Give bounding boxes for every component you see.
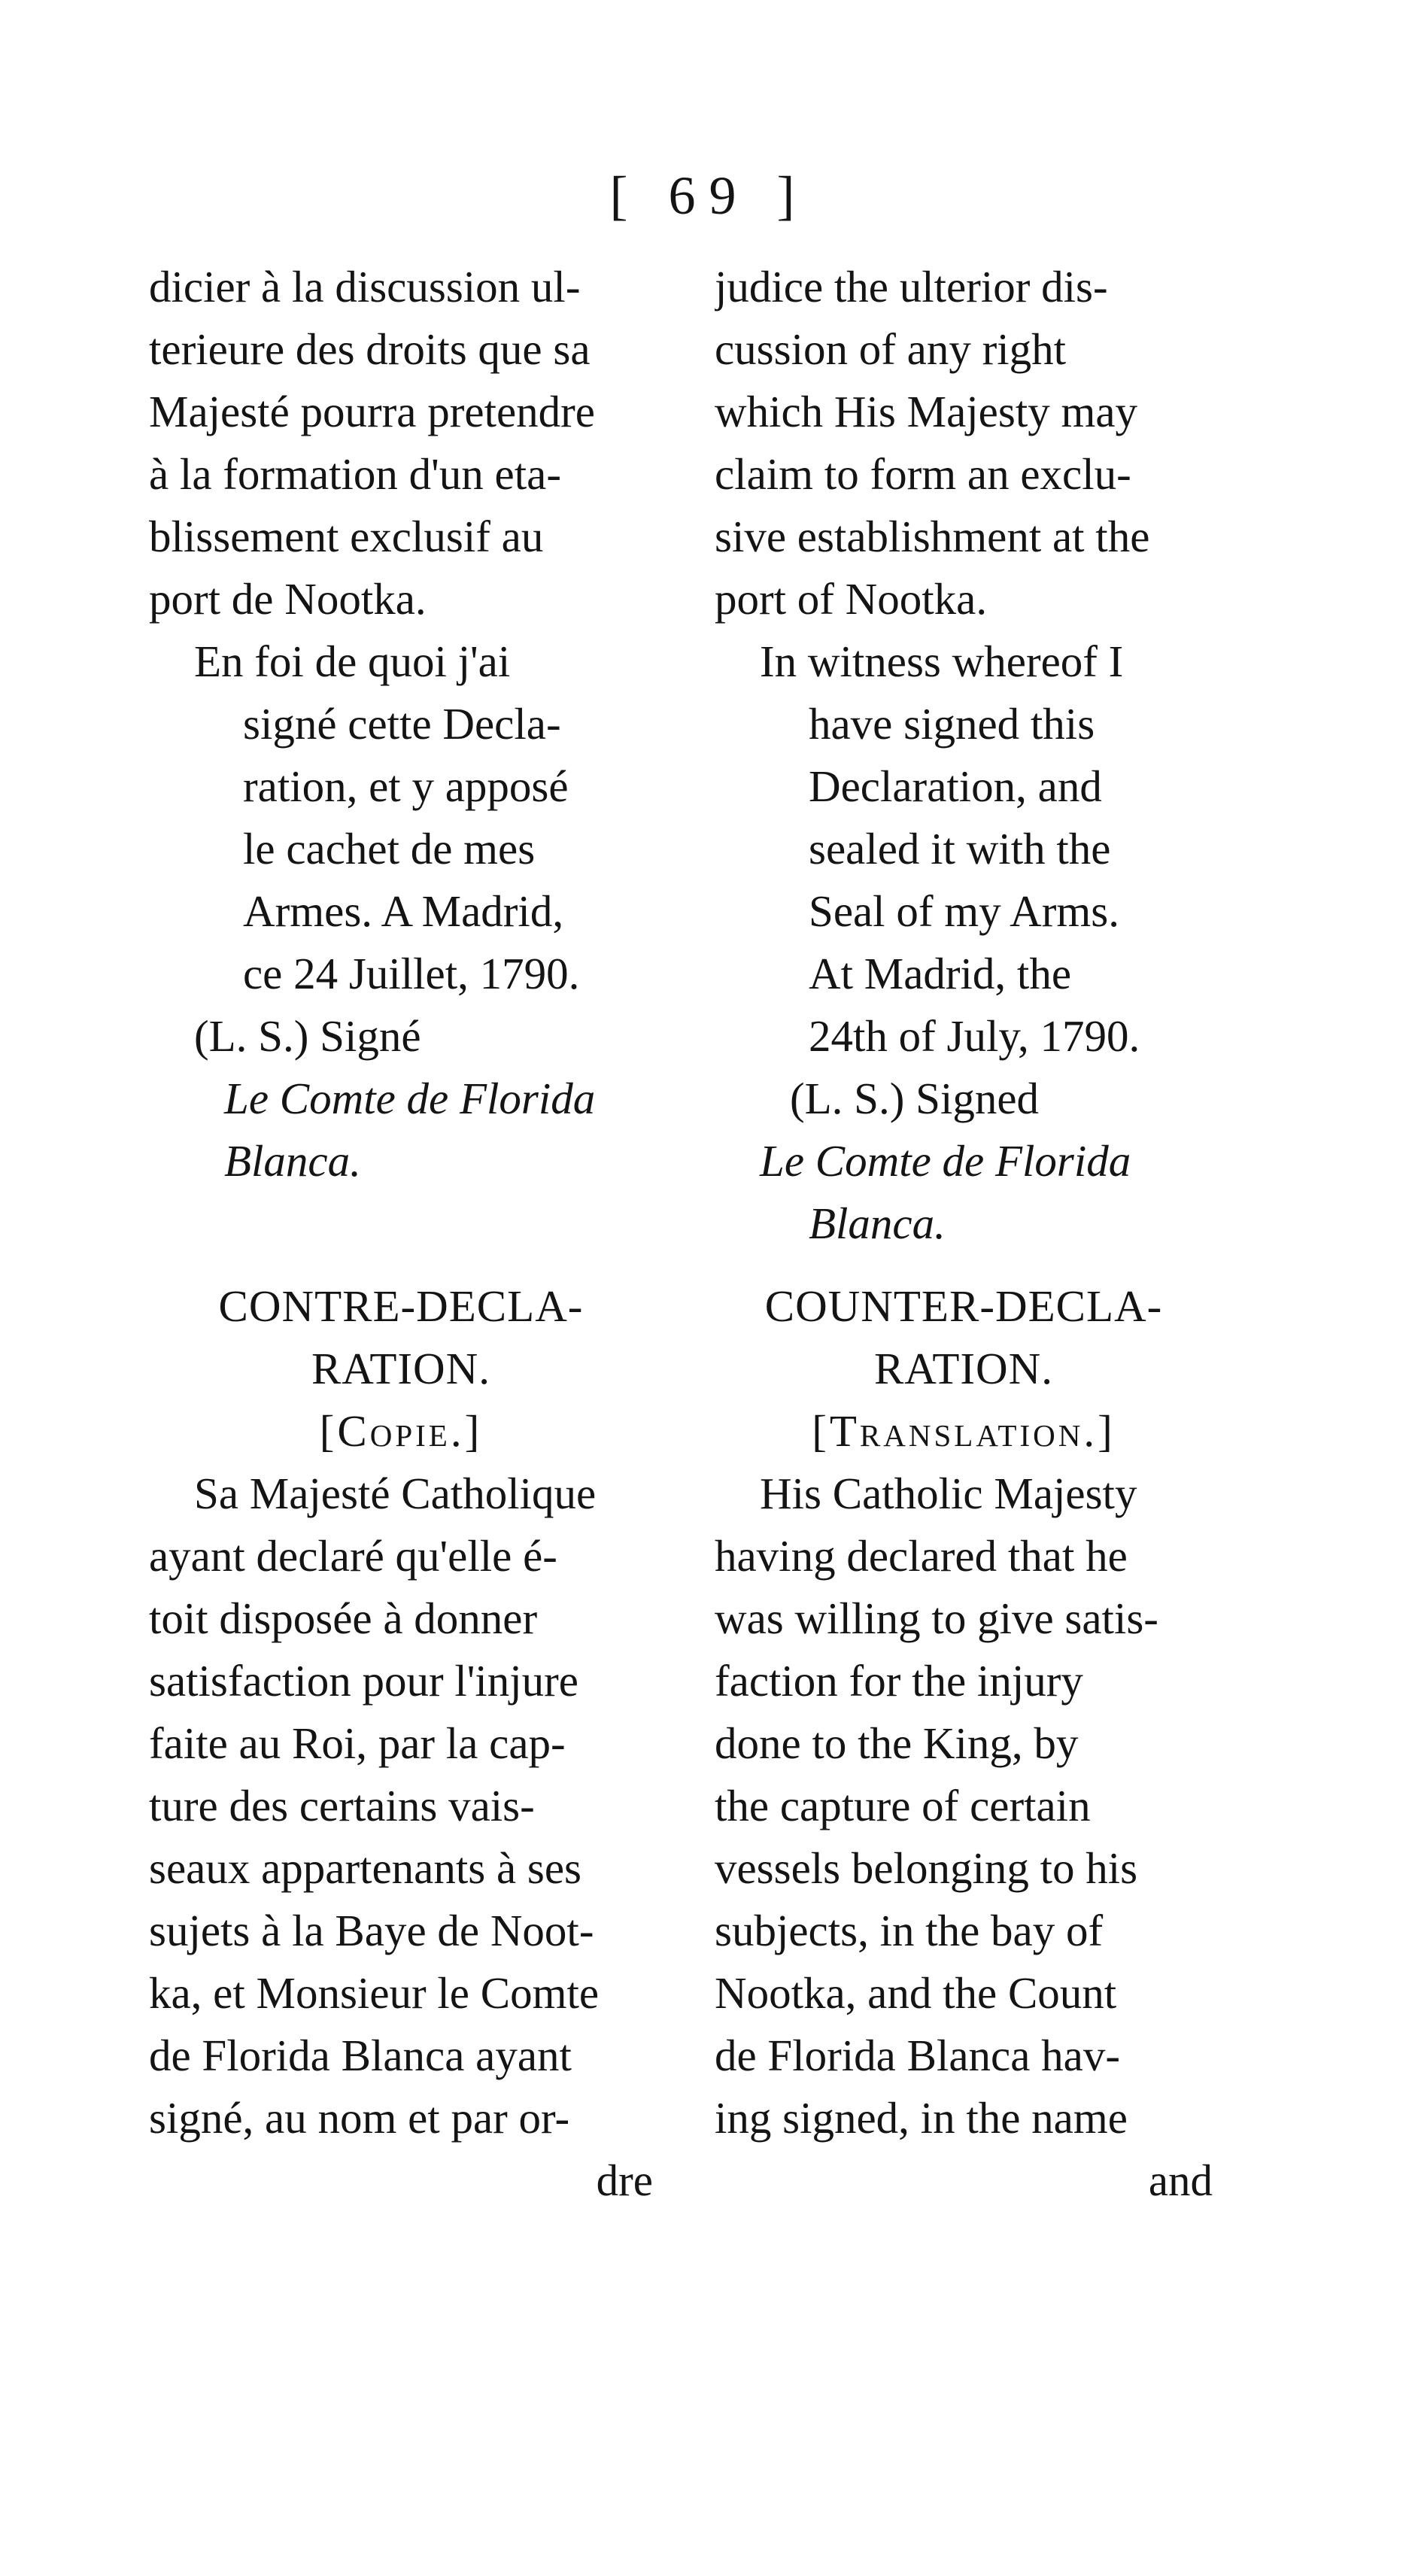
text-line: signé cette Decla- (243, 699, 561, 749)
text-line: 24th of July, 1790. (809, 1011, 1140, 1061)
signatory-name: Le Comte de Florida (760, 1136, 1131, 1186)
witness-paragraph-en (715, 630, 1213, 1068)
text-line: sujets à la Baye de Noot- (149, 1906, 594, 1955)
section-heading: RATION. (311, 1344, 491, 1393)
text-line: At Madrid, the (809, 949, 1072, 998)
text-line: blissement exclusif au (149, 512, 544, 561)
text-line: done to the King, by (715, 1718, 1079, 1768)
text-line: ration, et y apposé (243, 761, 569, 811)
text-line: seaux appartenants à ses (149, 1843, 582, 1893)
text-line: ka, et Monsieur le Comte (149, 1968, 600, 2018)
text-line: the capture of certain (715, 1781, 1091, 1830)
text-line: His Catholic Majesty (760, 1469, 1137, 1518)
text-line: Sa Majesté Catholique (194, 1469, 597, 1518)
section-subheading: [Translation.] (812, 1406, 1116, 1456)
text-line: à la formation d'un eta- (149, 449, 561, 499)
signature-label: (L. S.) Signé (194, 1011, 421, 1061)
text-line: signé, au nom et par or- (149, 2093, 570, 2143)
text-line: vessels belonging to his (715, 1843, 1138, 1893)
signature-label: (L. S.) Signed (790, 1074, 1040, 1123)
text-line: sealed it with the (809, 824, 1111, 873)
text-line: having declared that he (715, 1531, 1128, 1581)
witness-paragraph-fr (149, 630, 653, 1005)
text-line: which His Majesty may (715, 387, 1138, 436)
text-line: Declaration, and (809, 761, 1102, 811)
signatory-name: Blanca. (224, 1136, 361, 1186)
catchword: and (1148, 2155, 1213, 2205)
text-line: claim to form an exclu- (715, 449, 1131, 499)
text-line: Nootka, and the Count (715, 1968, 1117, 2018)
counter-declaration-paragraph-en (715, 1463, 1213, 2212)
counter-declaration-paragraph-fr (149, 1463, 653, 2212)
counter-declaration-heading-fr (149, 1275, 653, 1463)
text-line: de Florida Blanca hav- (715, 2031, 1121, 2080)
signature-block-en (715, 1068, 1213, 1255)
text-line: faite au Roi, par la cap- (149, 1718, 566, 1768)
text-line: satisfaction pour l'injure (149, 1656, 578, 1706)
text-line: ayant declaré qu'elle é- (149, 1531, 557, 1581)
text-line: have signed this (809, 699, 1095, 749)
section-heading: RATION. (873, 1344, 1054, 1393)
text-line: ture des certains vais- (149, 1781, 535, 1830)
text-line: In witness whereof I (760, 636, 1124, 686)
text-line: cussion of any right (715, 324, 1067, 374)
declaration-closing-paragraph-en (715, 256, 1213, 630)
text-line: sive establishment at the (715, 512, 1150, 561)
text-line: toit disposée à donner (149, 1593, 538, 1643)
text-line: subjects, in the bay of (715, 1906, 1104, 1955)
text-line: ing signed, in the name (715, 2093, 1128, 2143)
section-heading: CONTRE-DECLA- (218, 1281, 584, 1331)
signatory-name: Le Comte de Florida (224, 1074, 596, 1123)
declaration-closing-paragraph-fr (149, 256, 653, 630)
text-line: judice the ulterior dis- (715, 262, 1108, 311)
text-line: Majesté pourra pretendre (149, 387, 595, 436)
text-line: Seal of my Arms. (809, 886, 1119, 936)
signatory-name: Blanca. (809, 1198, 946, 1248)
text-line: port de Nootka. (149, 574, 427, 624)
counter-declaration-heading-en (715, 1275, 1213, 1463)
english-column (715, 256, 1213, 2212)
section-heading: COUNTER-DECLA- (764, 1281, 1163, 1331)
catchword: dre (596, 2155, 653, 2205)
text-line: port of Nootka. (715, 574, 988, 624)
text-line: ce 24 Juillet, 1790. (243, 949, 580, 998)
section-subheading: [Copie.] (319, 1406, 483, 1456)
text-line: le cachet de mes (243, 824, 536, 873)
text-line: En foi de quoi j'ai (194, 636, 511, 686)
text-line: faction for the injury (715, 1656, 1083, 1706)
text-line: was willing to give satis- (715, 1593, 1158, 1643)
text-line: de Florida Blanca ayant (149, 2031, 572, 2080)
page-number: [ 69 ] (609, 166, 809, 226)
text-line: terieure des droits que sa (149, 324, 591, 374)
french-column (149, 256, 653, 2212)
signature-block-fr (149, 1005, 653, 1192)
text-line: Armes. A Madrid, (243, 886, 564, 936)
text-line: dicier à la discussion ul- (149, 262, 581, 311)
